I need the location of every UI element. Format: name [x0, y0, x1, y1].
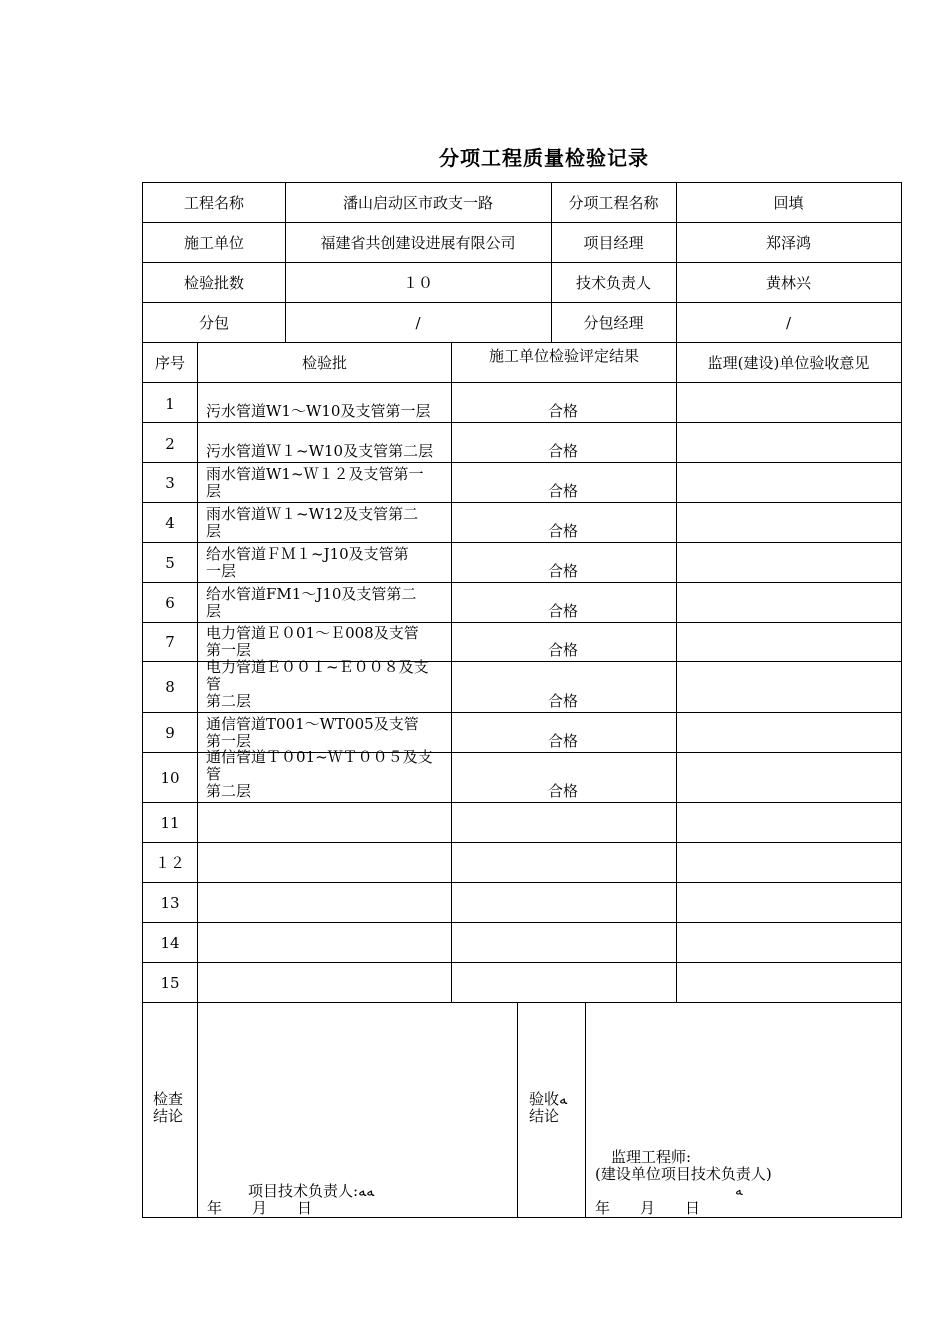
pm-label: 项目经理: [583, 234, 644, 252]
batch-count-label: 检验批数: [183, 274, 244, 292]
row-number: 6: [165, 593, 175, 612]
sub-project-value: 回填: [773, 194, 804, 212]
row-number: 4: [165, 513, 175, 532]
batch-name: 污水管道W1～W10及支管第一层: [206, 402, 431, 420]
sub-manager-label: 分包经理: [583, 314, 644, 332]
contractor-result: 合格: [548, 402, 579, 420]
signature-mark: ﻪ: [735, 1183, 743, 1199]
tech-lead-label: 技术负责人: [575, 274, 651, 292]
contractor-result: 合格: [548, 602, 579, 620]
contractor-result: 合格: [548, 782, 579, 800]
batch-count-value: １０: [402, 274, 433, 292]
row-number: 10: [160, 768, 180, 787]
h-line: [143, 802, 901, 803]
batch-name: 雨水管道Ｗ１~W12及支管第二 层: [206, 505, 419, 540]
batch-name: 电力管道Ｅ０01～Ｅ008及支管 第一层: [206, 624, 419, 659]
h-line: [143, 842, 901, 843]
contractor-result: 合格: [548, 442, 579, 460]
page-title: 分项工程质量检验记录: [439, 146, 649, 170]
contractor-value: 福建省共创建设进展有限公司: [320, 234, 516, 252]
supervisor-engineer-label: 监理工程师:: [611, 1148, 692, 1166]
batch-name: 给水管道ＦＭ１~J10及支管第 一层: [206, 545, 409, 580]
right-date: 年 月 日: [595, 1199, 701, 1217]
h-line: [143, 382, 901, 383]
subcontract-value: /: [415, 313, 421, 332]
contractor-result: 合格: [548, 522, 579, 540]
row-number: 3: [165, 473, 175, 492]
check-conclusion-label: 检查 结论: [153, 1090, 184, 1125]
v-line: [197, 343, 198, 1002]
sub-manager-value: /: [785, 313, 792, 332]
batch-name: 雨水管道W1~Ｗ１２及支管第一 层: [206, 465, 424, 500]
sub-project-label: 分项工程名称: [568, 194, 659, 212]
col-header-supervisor-opinion: 监理(建设)单位验收意见: [707, 354, 870, 372]
contractor-result: 合格: [548, 692, 579, 710]
batch-name: 给水管道FM1～J10及支管第二 层: [206, 585, 417, 620]
contractor-result: 合格: [548, 482, 579, 500]
contractor-result: 合格: [548, 732, 579, 750]
project-name-label: 工程名称: [183, 194, 244, 212]
v-line: [585, 1002, 586, 1217]
h-line: [143, 1002, 901, 1003]
col-header-contractor-result: 施工单位检验评定结果: [488, 346, 639, 365]
h-line: [143, 542, 901, 543]
left-date: 年 月 日: [207, 1199, 313, 1217]
col-header-no: 序号: [154, 354, 185, 372]
v-line: [451, 343, 452, 1002]
batch-name: 通信管道T001～WT005及支管 第一层: [206, 715, 419, 750]
h-line: [143, 582, 901, 583]
h-line: [143, 462, 901, 463]
project-name-value: 潘山启动区市政支一路: [342, 194, 493, 212]
owner-tech-lead-label: (建设单位项目技术负责人): [595, 1165, 772, 1183]
contractor-result: 合格: [548, 562, 579, 580]
row-number: １２: [154, 854, 185, 872]
project-tech-lead-sign: 项目技术负责人:ﻪﻪ: [248, 1182, 375, 1200]
h-line: [143, 422, 901, 423]
row-number: 8: [165, 678, 175, 696]
row-number: 5: [165, 553, 175, 572]
h-line: [143, 962, 901, 963]
inspection-table: [142, 182, 902, 1218]
h-line: [143, 502, 901, 503]
batch-name: 通信管道Ｔ０01~ＷＴ００５及支 管 第二层: [206, 748, 433, 800]
contractor-label: 施工单位: [183, 234, 244, 252]
batch-name: 污水管道Ｗ１~W10及支管第二层: [206, 442, 434, 460]
row-number: 13: [160, 893, 180, 912]
row-number: 11: [160, 813, 180, 832]
contractor-result: 合格: [548, 641, 579, 659]
row-number: 9: [165, 723, 175, 742]
v-line: [197, 1002, 198, 1217]
subcontract-label: 分包: [198, 314, 229, 332]
row-number: 15: [160, 973, 180, 992]
h-line: [143, 712, 901, 713]
h-line: [143, 622, 901, 623]
pm-value: 郑泽鸿: [765, 234, 811, 252]
col-header-batch: 检验批: [301, 354, 347, 372]
v-line: [676, 343, 677, 1002]
row-number: 7: [165, 633, 175, 651]
batch-name: 电力管道Ｅ００１~Ｅ００８及支 管 第二层: [206, 658, 429, 710]
acceptance-conclusion-label: 验收ﻪ 结论: [529, 1090, 568, 1125]
row-number: 2: [165, 435, 175, 453]
row-number: 14: [160, 933, 180, 952]
tech-lead-value: 黄林兴: [765, 274, 811, 292]
v-line: [517, 1002, 518, 1217]
row-number: 1: [165, 395, 175, 413]
h-line: [143, 922, 901, 923]
h-line: [143, 882, 901, 883]
